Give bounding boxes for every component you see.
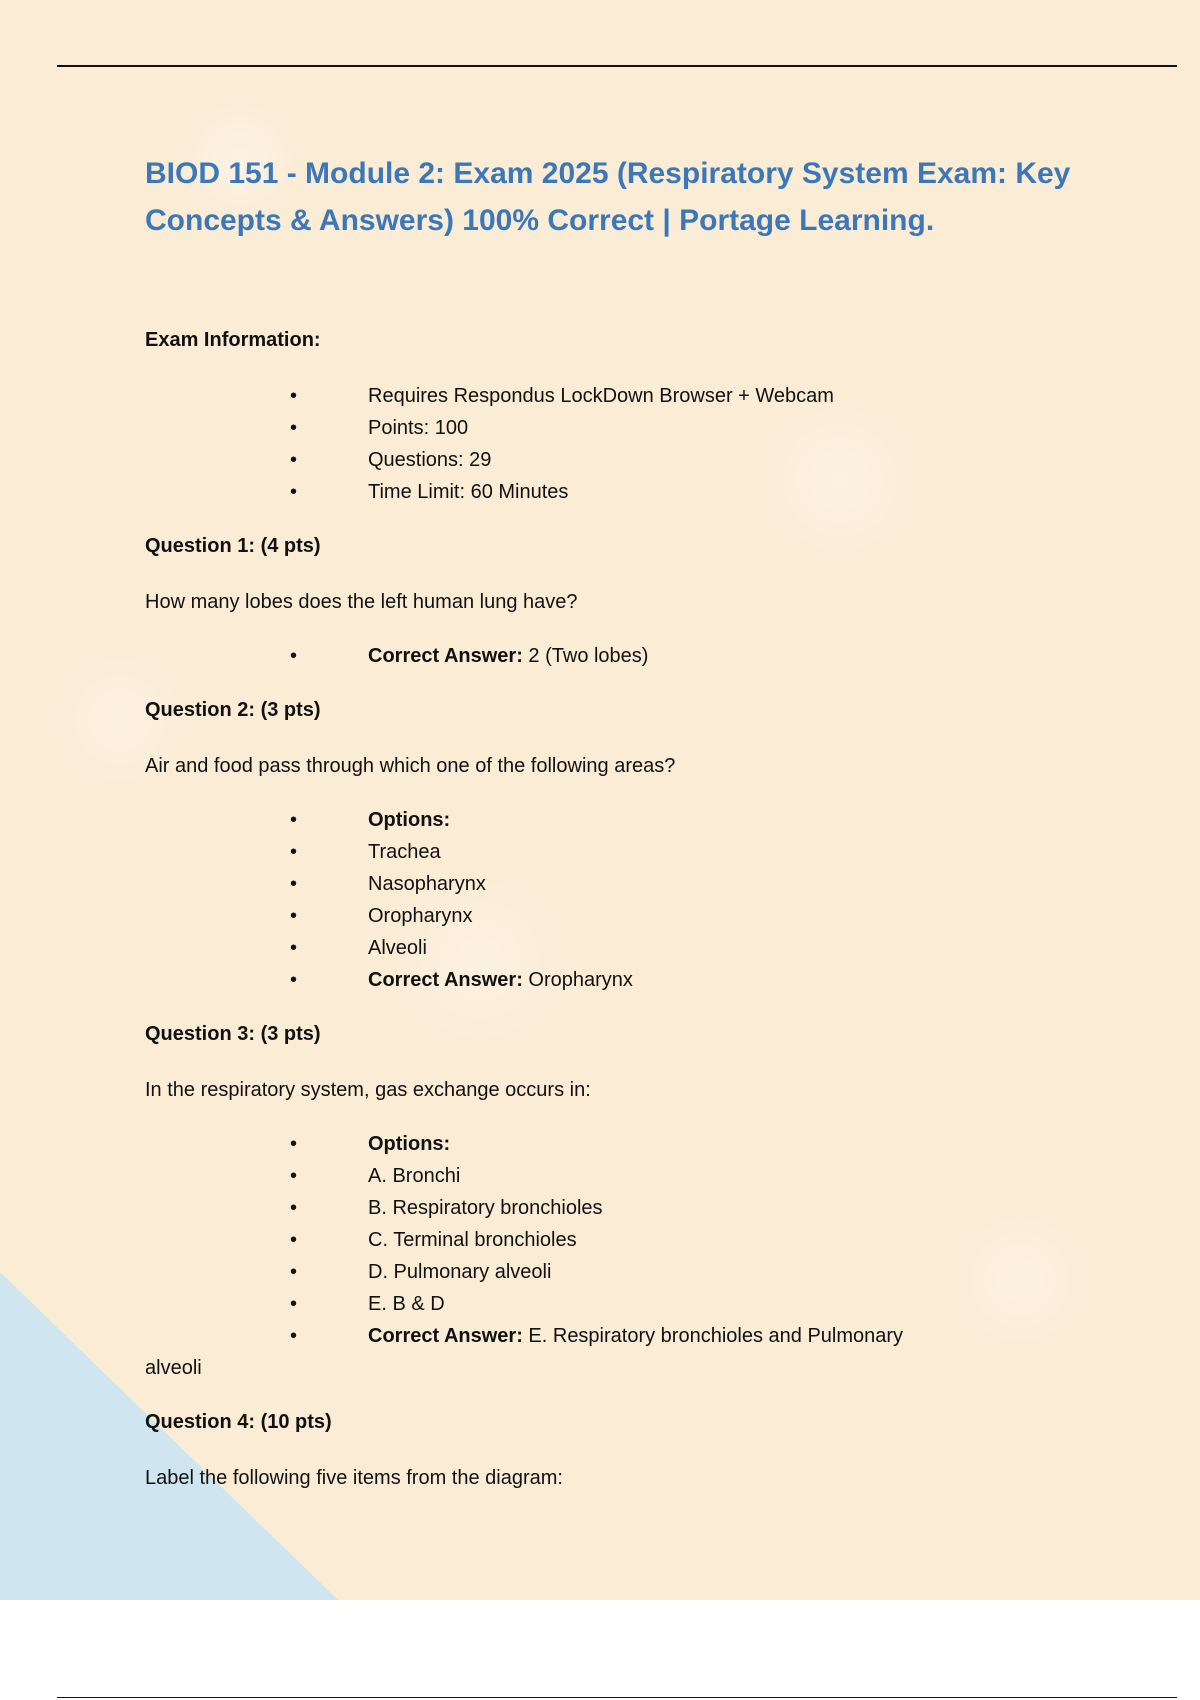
correct-answer-label: Correct Answer: (368, 1325, 523, 1347)
bullet-icon: • (290, 417, 298, 439)
options-label: Options: (368, 809, 451, 831)
question-3-heading: Question 3: (3 pts) (145, 1023, 321, 1045)
bullet-icon: • (290, 1133, 298, 1155)
correct-answer-label: Correct Answer: (368, 969, 523, 991)
question-2-prompt: Air and food pass through which one of the following areas? (145, 755, 676, 777)
correct-answer-label: Correct Answer: (368, 645, 523, 667)
bullet-icon: • (290, 1197, 298, 1219)
bullet-icon: • (290, 905, 298, 927)
list-item (145, 640, 1105, 672)
bullet-icon: • (290, 873, 298, 895)
bullet-icon: • (290, 1325, 298, 1347)
question-2-answers (145, 804, 1105, 996)
list-item (145, 964, 1105, 996)
exam-info-list (145, 380, 1105, 508)
list-item: • Alveoli (145, 932, 1105, 964)
bottom-divider (57, 1697, 1177, 1698)
list-item (145, 1128, 1105, 1160)
list-item: • Points: 100 (145, 412, 1105, 444)
bullet-icon: • (290, 449, 298, 471)
bullet-icon: • (290, 969, 298, 991)
list-item: • E. B & D (145, 1288, 1105, 1320)
top-divider (57, 65, 1177, 67)
correct-answer-continuation: alveoli (145, 1357, 202, 1379)
correct-answer-value: 2 (Two lobes) (522, 645, 649, 667)
list-item: • Time Limit: 60 Minutes (145, 476, 1105, 508)
list-item: • D. Pulmonary alveoli (145, 1256, 1105, 1288)
list-item: • Trachea (145, 836, 1105, 868)
list-item: • C. Terminal bronchioles (145, 1224, 1105, 1256)
bullet-icon: • (290, 385, 298, 407)
correct-answer-value: Oropharynx (522, 969, 633, 991)
options-label: Options: (368, 1133, 451, 1155)
list-item (145, 804, 1105, 836)
bullet-icon: • (290, 1229, 298, 1251)
document-content (145, 150, 1105, 1492)
list-item: • Nasopharynx (145, 868, 1105, 900)
list-item: • B. Respiratory bronchioles (145, 1192, 1105, 1224)
question-3-prompt: In the respiratory system, gas exchange occurs in: (145, 1079, 591, 1101)
question-1-prompt: How many lobes does the left human lung have? (145, 591, 578, 613)
bullet-icon: • (290, 1165, 298, 1187)
bullet-icon: • (290, 645, 298, 667)
exam-info-heading: Exam Information: (145, 329, 321, 351)
list-item: • A. Bronchi (145, 1160, 1105, 1192)
bullet-icon: • (290, 1261, 298, 1283)
list-item: • Oropharynx (145, 900, 1105, 932)
question-4-heading: Question 4: (10 pts) (145, 1411, 332, 1433)
question-1-answers (145, 640, 1105, 672)
bullet-icon: • (290, 481, 298, 503)
bullet-icon: • (290, 809, 298, 831)
question-3-answers (145, 1128, 1105, 1352)
question-1-heading: Question 1: (4 pts) (145, 535, 321, 557)
document-title: BIOD 151 - Module 2: Exam 2025 (Respiratory System Exam: Key Concepts & Answers) 100% Correct | Portage Learning. (145, 157, 1071, 237)
question-4-prompt: Label the following five items from the diagram: (145, 1467, 563, 1489)
bullet-icon: • (290, 841, 298, 863)
list-item: • Requires Respondus LockDown Browser + Webcam (145, 380, 1105, 412)
bullet-icon: • (290, 1293, 298, 1315)
correct-answer-value: E. Respiratory bronchioles and Pulmonary (522, 1325, 904, 1347)
list-item: • Questions: 29 (145, 444, 1105, 476)
bullet-icon: • (290, 937, 298, 959)
list-item (145, 1320, 1105, 1352)
question-2-heading: Question 2: (3 pts) (145, 699, 321, 721)
